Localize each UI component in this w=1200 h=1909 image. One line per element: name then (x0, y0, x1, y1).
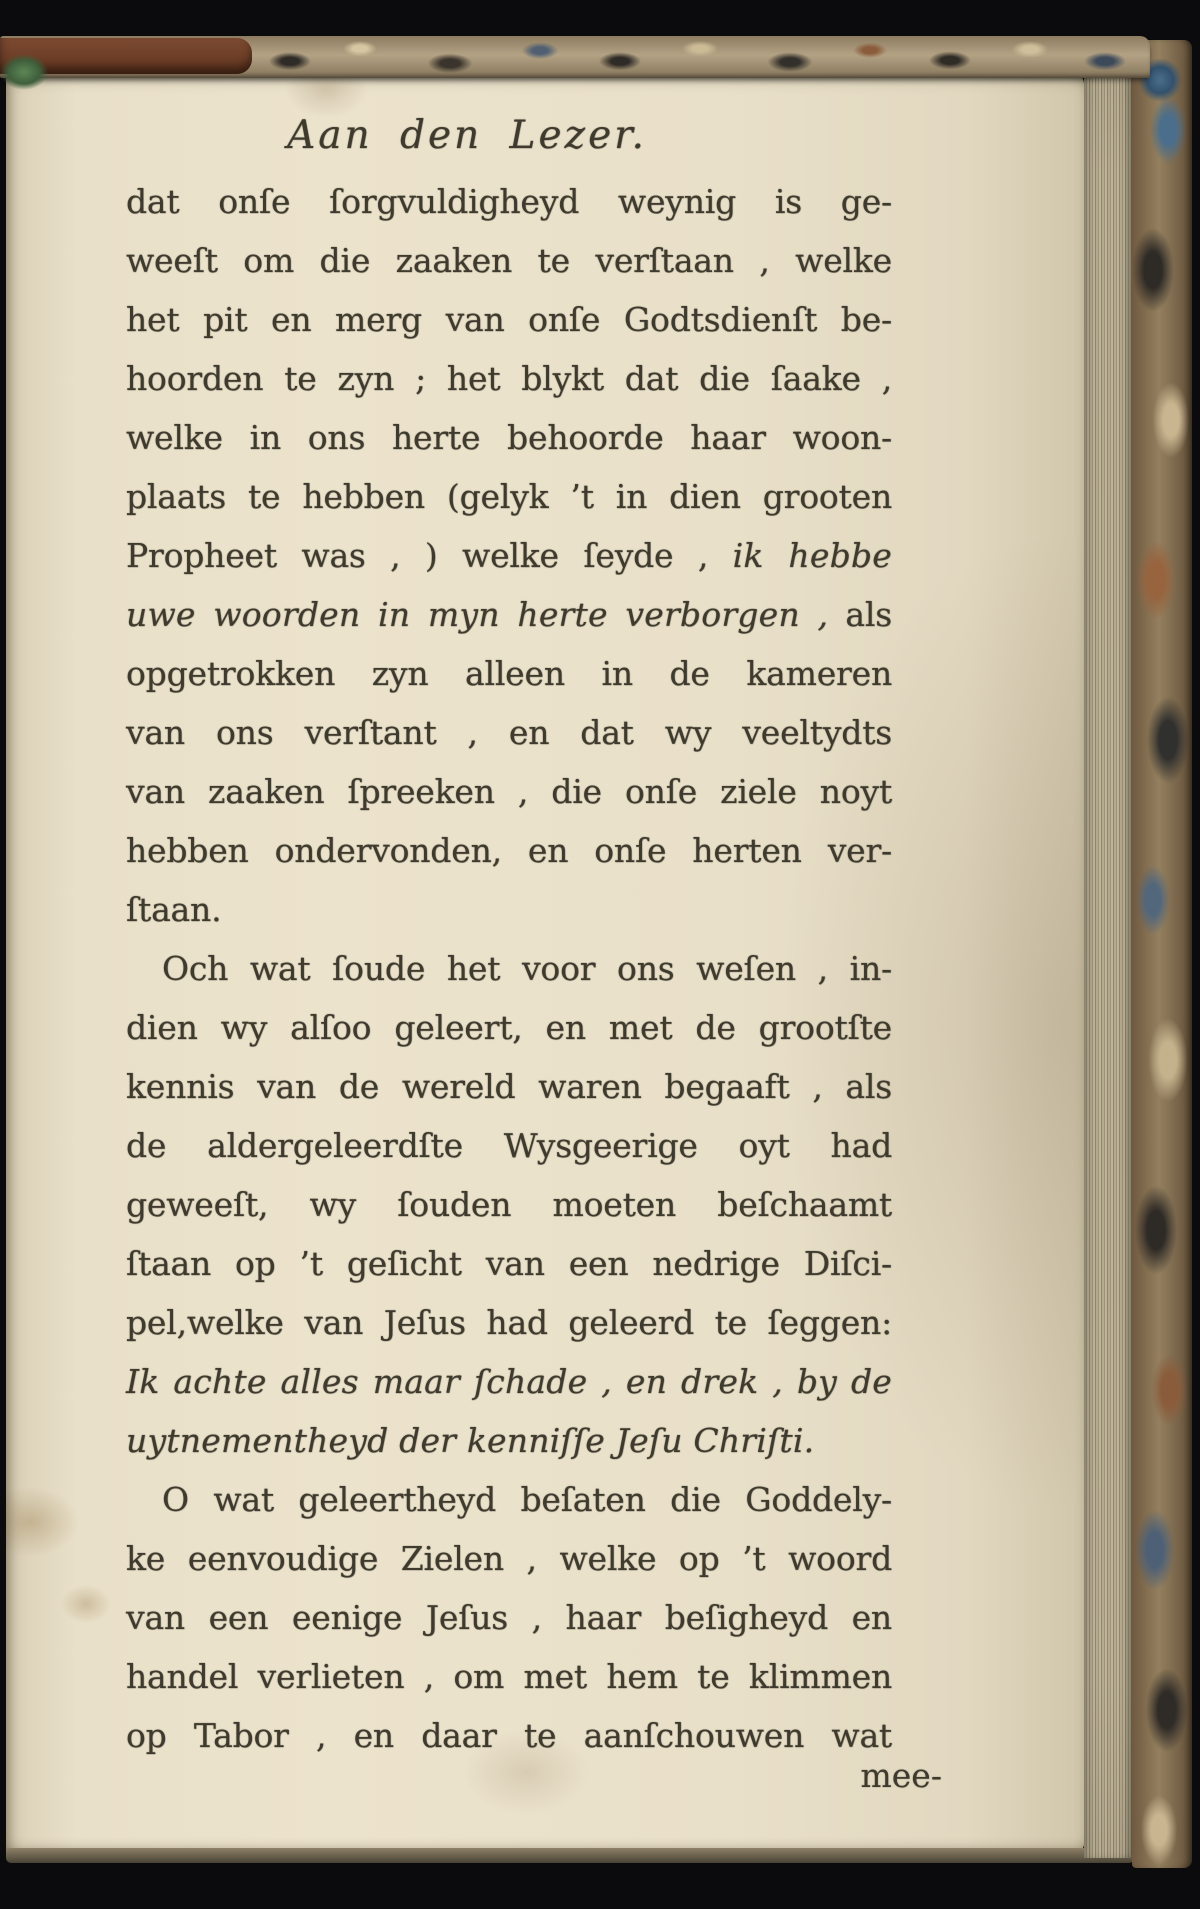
fore-edge-page-stack (1084, 66, 1132, 1858)
text-segment: kennis van de wereld waren begaaft , als (126, 1067, 892, 1106)
text-segment: ſtaan. (126, 890, 222, 929)
text-line (126, 880, 892, 939)
text-segment: van ons verſtant , en dat wy veeltydts (126, 713, 892, 752)
text-line (126, 1293, 892, 1352)
text-segment: welke in ons herte behoorde haar woon- (126, 418, 892, 457)
text-line (126, 1116, 892, 1175)
book-top-edge-marble (0, 36, 1150, 78)
marble-green-fleck (0, 54, 48, 90)
text-line (126, 1352, 892, 1411)
page-heading: Aan den Lezer. (287, 113, 647, 158)
text-line (126, 1234, 892, 1293)
text-line (126, 585, 892, 644)
catchword: mee- (860, 1756, 942, 1795)
italic-text-segment: uytnementheyd der kenniſſe Jeſu Chriſti. (126, 1421, 815, 1460)
text-segment: van een eenige Jeſus , haar beſigheyd en (126, 1598, 892, 1637)
text-line (126, 467, 892, 526)
text-line (126, 349, 892, 408)
text-segment: Propheet was , ) welke ſeyde , (126, 536, 733, 575)
text-segment: plaats te hebben (gelyk ’t in dien grooten (126, 477, 892, 516)
text-block (126, 172, 892, 1765)
text-line (126, 1470, 892, 1529)
text-segment: op Tabor , en daar te aanſchouwen wat (126, 1716, 892, 1755)
text-line (126, 1411, 892, 1470)
text-line (126, 1588, 892, 1647)
bottom-page-edge (6, 1848, 1134, 1863)
text-segment: ſtaan op ’t geſicht van een nedrige Diſci- (126, 1244, 892, 1283)
text-line (126, 703, 892, 762)
text-segment: opgetrokken zyn alleen in de kameren (126, 654, 892, 693)
text-segment: van zaaken ſpreeken , die onſe ziele noyt (126, 772, 892, 811)
text-line (126, 762, 892, 821)
text-line (126, 821, 892, 880)
text-line (126, 1647, 892, 1706)
marbled-board-edge (1132, 40, 1192, 1868)
text-line (126, 1057, 892, 1116)
text-line (126, 1529, 892, 1588)
text-segment: dat onſe ſorgvuldigheyd weynig is ge- (126, 182, 892, 221)
text-segment: O wat geleertheyd beſaten die Goddely- (162, 1480, 892, 1519)
text-segment: handel verlieten , om met hem te klimmen (126, 1657, 892, 1696)
text-segment: geweeſt, wy ſouden moeten beſchaamt (126, 1185, 892, 1224)
italic-text-segment: uwe woorden in myn herte verborgen , (126, 595, 829, 634)
text-line (126, 526, 892, 585)
text-line (126, 644, 892, 703)
text-segment: weeſt om die zaaken te verſtaan , welke (126, 241, 892, 280)
text-line (126, 231, 892, 290)
text-segment: hebben ondervonden, en onſe herten ver- (126, 831, 892, 870)
text-line (126, 290, 892, 349)
text-segment: ke eenvoudige Zielen , welke op ’t woord (126, 1539, 892, 1578)
text-segment: hoorden te zyn ; het blykt dat die ſaake , (126, 359, 892, 398)
text-segment: het pit en merg van onſe Godtsdienſt be- (126, 300, 892, 339)
italic-text-segment: ik hebbe (732, 536, 892, 575)
text-line (126, 1175, 892, 1234)
text-segment: dien wy alſoo geleert, en met de grootſte (126, 1008, 892, 1047)
text-line (126, 998, 892, 1057)
italic-text-segment: Ik achte alles maar ſchade , en drek , by de (126, 1362, 892, 1401)
text-segment: als (828, 595, 892, 634)
text-line (126, 408, 892, 467)
text-line (126, 172, 892, 231)
text-segment: Och wat ſoude het voor ons weſen , in- (162, 949, 892, 988)
text-segment: pel,welke van Jeſus had geleerd te ſeggen: (126, 1303, 892, 1342)
text-line (126, 939, 892, 998)
book-page (6, 72, 1084, 1852)
text-segment: de aldergeleerdſte Wysgeerige oyt had (126, 1126, 892, 1165)
